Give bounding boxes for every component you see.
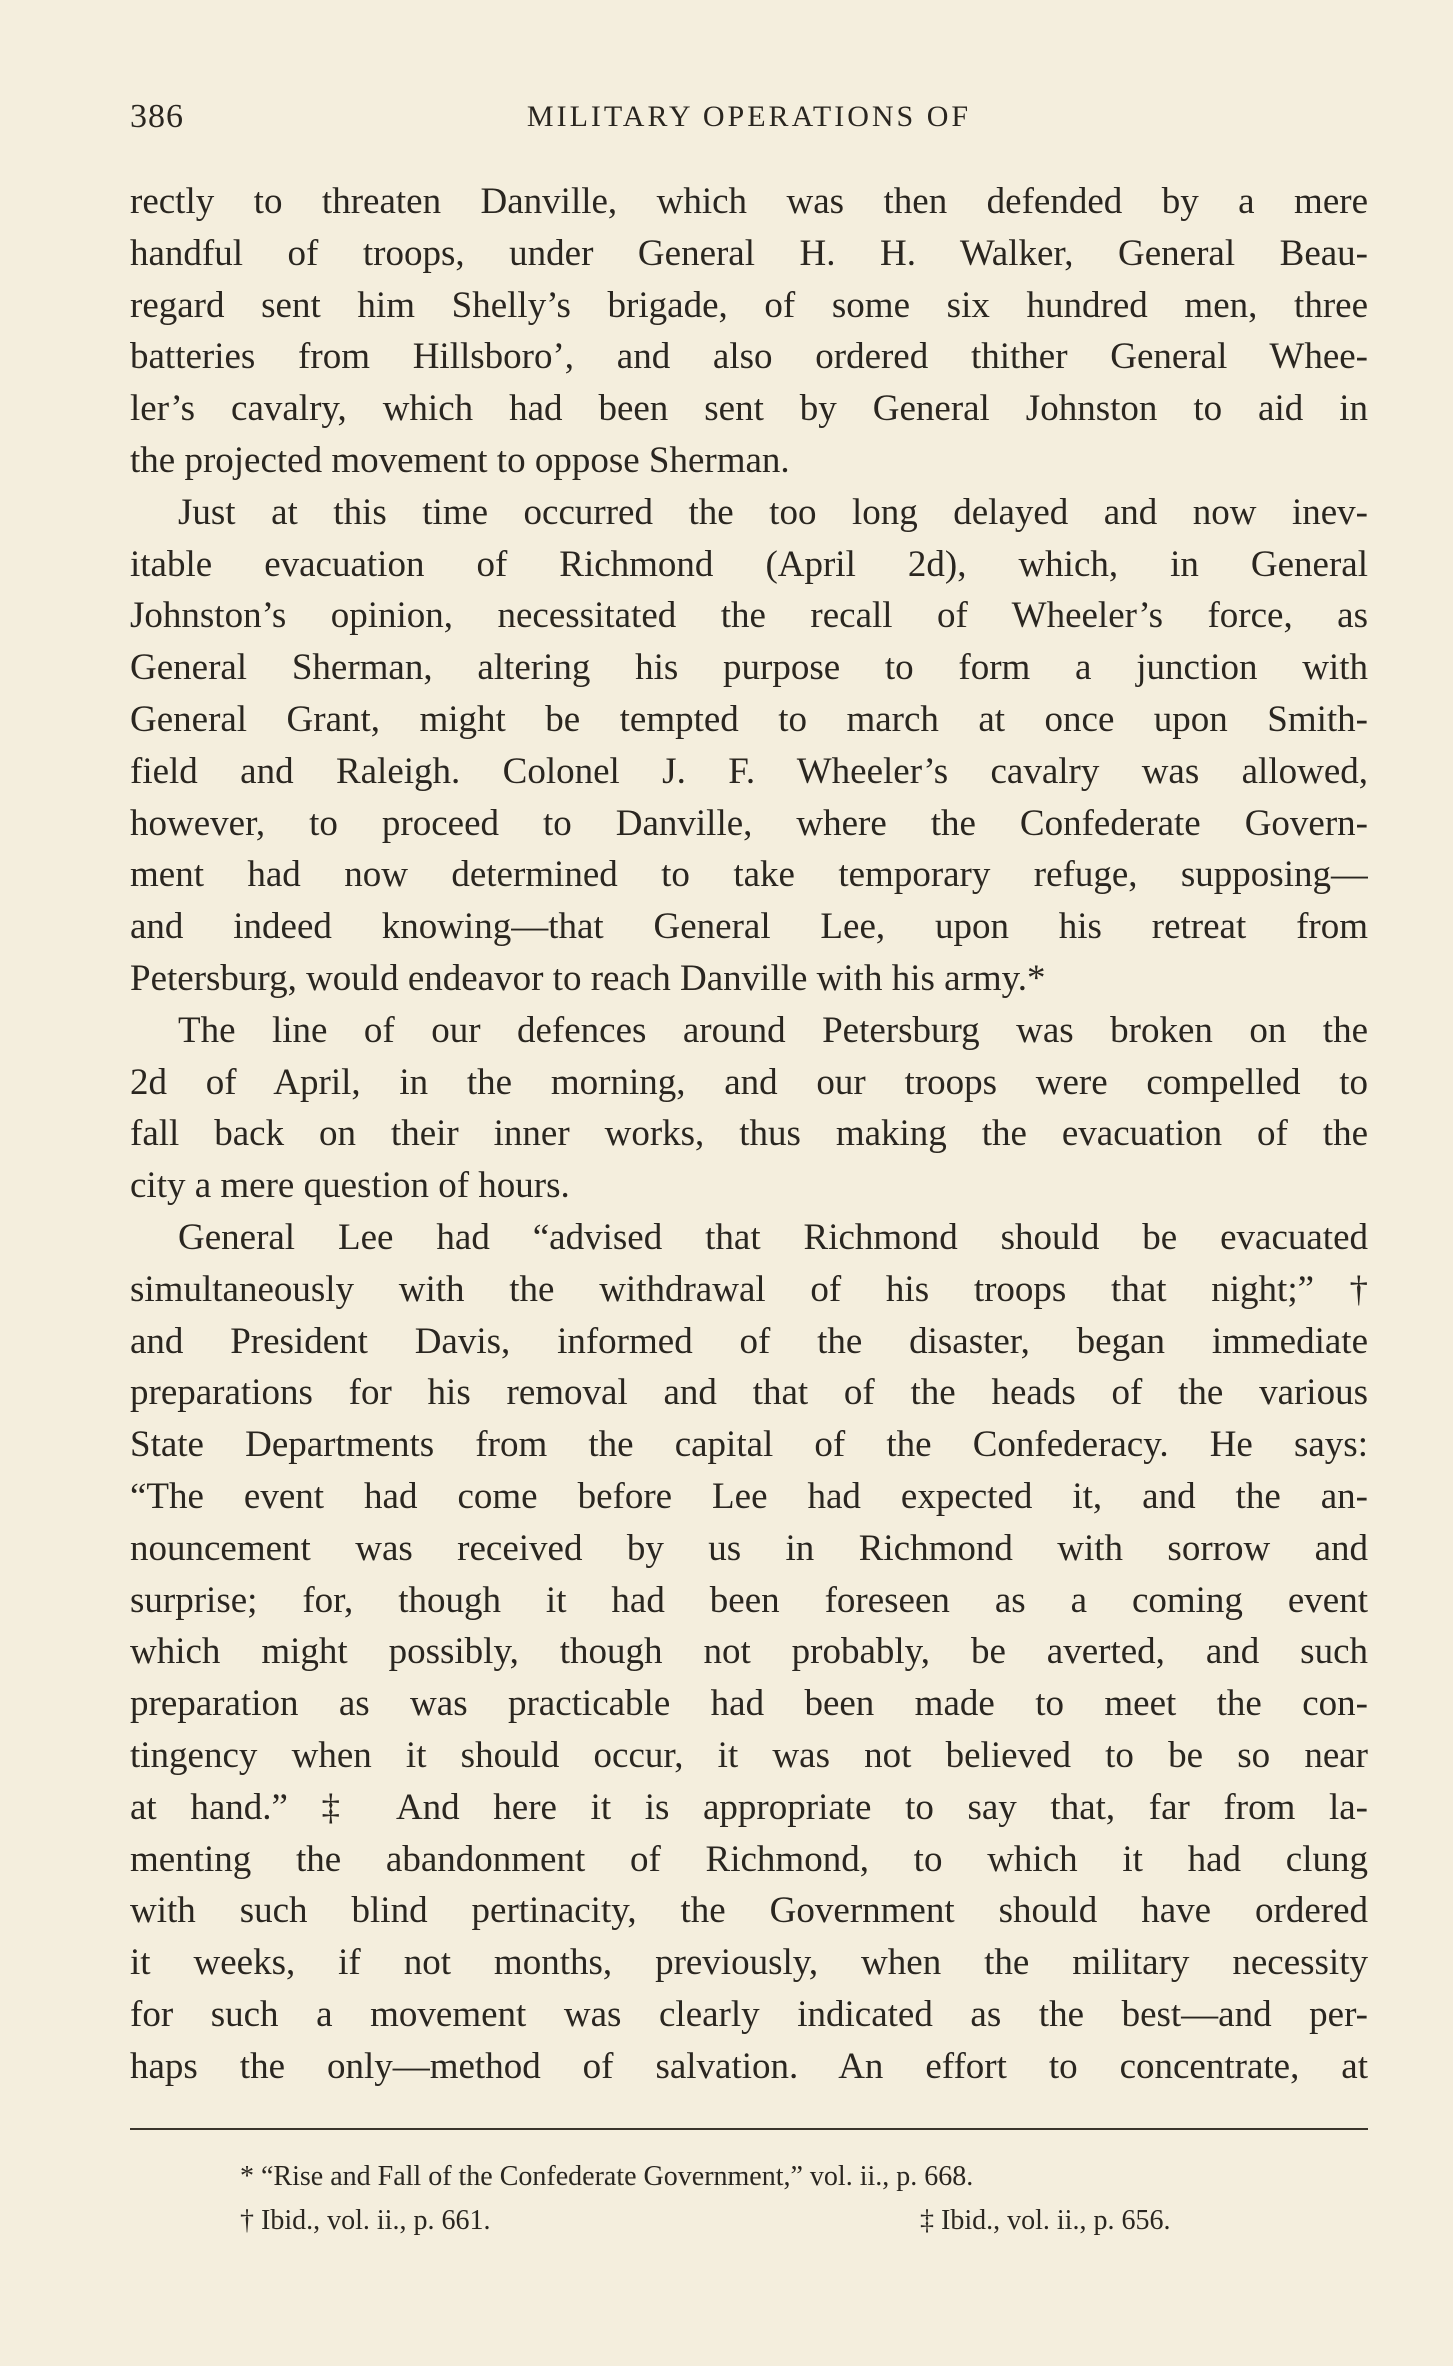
text-line: regard sent him Shelly’s brigade, of some six hundred men, three [130,284,1368,326]
text-line: “The event had come before Lee had expected it, and the an- [130,1475,1368,1517]
text-line: and President Davis, informed of the disaster, began immediate [130,1320,1368,1362]
text-line: General Lee had “advised that Richmond should be evacuated [178,1216,1368,1258]
text-line: tingency when it should occur, it was not believed to be so near [130,1734,1368,1776]
text-line: ler’s cavalry, which had been sent by General Johnston to aid in [130,388,1368,430]
text-line: with such blind pertinacity, the Government should have ordered [130,1890,1368,1932]
text-line: Petersburg, would endeavor to reach Danville with his army.* [130,957,1046,999]
footnote-divider [130,2128,1368,2130]
text-line: city a mere question of hours. [130,1165,570,1207]
text-line: handful of troops, under General H. H. Walker, General Beau- [130,232,1368,274]
text-line: field and Raleigh. Colonel J. F. Wheeler’s cavalry was allowed, [130,750,1368,792]
text-line: fall back on their inner works, thus making the evacuation of the [130,1113,1368,1155]
footnote-row [130,2199,1368,2243]
text-line: surprise; for, though it had been foreseen as a coming event [130,1579,1368,1621]
footnote-row [130,2155,1368,2199]
text-line: ment had now determined to take temporary refuge, supposing— [130,854,1368,896]
text-line: General Sherman, altering his purpose to form a junction with [130,647,1368,689]
text-line: rectly to threaten Danville, which was then defended by a mere [130,181,1368,222]
text-line: batteries from Hillsboro’, and also ordered thither General Whee- [130,336,1368,378]
text-line: itable evacuation of Richmond (April 2d), which, in General [130,543,1368,585]
text-line: it weeks, if not months, previously, when the military necessity [130,1942,1368,1984]
text-line: General Grant, might be tempted to march at once upon Smith- [130,698,1368,740]
text-line: at hand.” ‡ And here it is appropriate to say that, far from la- [130,1786,1368,1828]
text-line: preparations for his removal and that of the heads of the various [130,1372,1368,1414]
text-line: The line of our defences around Petersburg was broken on the [178,1009,1368,1051]
text-line: for such a movement was clearly indicated as the best—and per- [130,1993,1368,2035]
footnote-dagger: † Ibid., vol. ii., p. 661. [240,2205,491,2236]
text-line: the projected movement to oppose Sherman. [130,439,790,481]
text-line: Johnston’s opinion, necessitated the recall of Wheeler’s force, as [130,595,1368,637]
text-line: menting the abandonment of Richmond, to which it had clung [130,1838,1368,1880]
text-line: and indeed knowing—that General Lee, upon his retreat from [130,906,1368,948]
text-line: Just at this time occurred the too long delayed and now inev- [178,491,1368,533]
running-head: MILITARY OPERATIONS OF [526,100,972,133]
text-line: simultaneously with the withdrawal of his troops that night;”† [130,1268,1368,1310]
text-line: preparation as was practicable had been made to meet the con- [130,1683,1368,1725]
text-line: State Departments from the capital of the Confederacy. He says: [130,1424,1368,1466]
page-number: 386 [130,98,184,135]
text-line: however, to proceed to Danville, where the Confederate Govern- [130,802,1368,844]
body-text [130,176,1368,2092]
footnote-double-dagger: ‡ Ibid., vol. ii., p. 656. [920,2205,1171,2236]
text-line: haps the only—method of salvation. An effort to concentrate, at [130,2045,1368,2087]
text-line: 2d of April, in the morning, and our troops were compelled to [130,1061,1368,1103]
footnote-asterisk: * “Rise and Fall of the Confederate Government,” vol. ii., p. 668. [240,2161,974,2192]
footnotes [130,2155,1368,2243]
text-line: which might possibly, though not probably, be averted, and such [130,1631,1368,1673]
text-line: nouncement was received by us in Richmond with sorrow and [130,1527,1368,1569]
page-header [130,98,1368,138]
